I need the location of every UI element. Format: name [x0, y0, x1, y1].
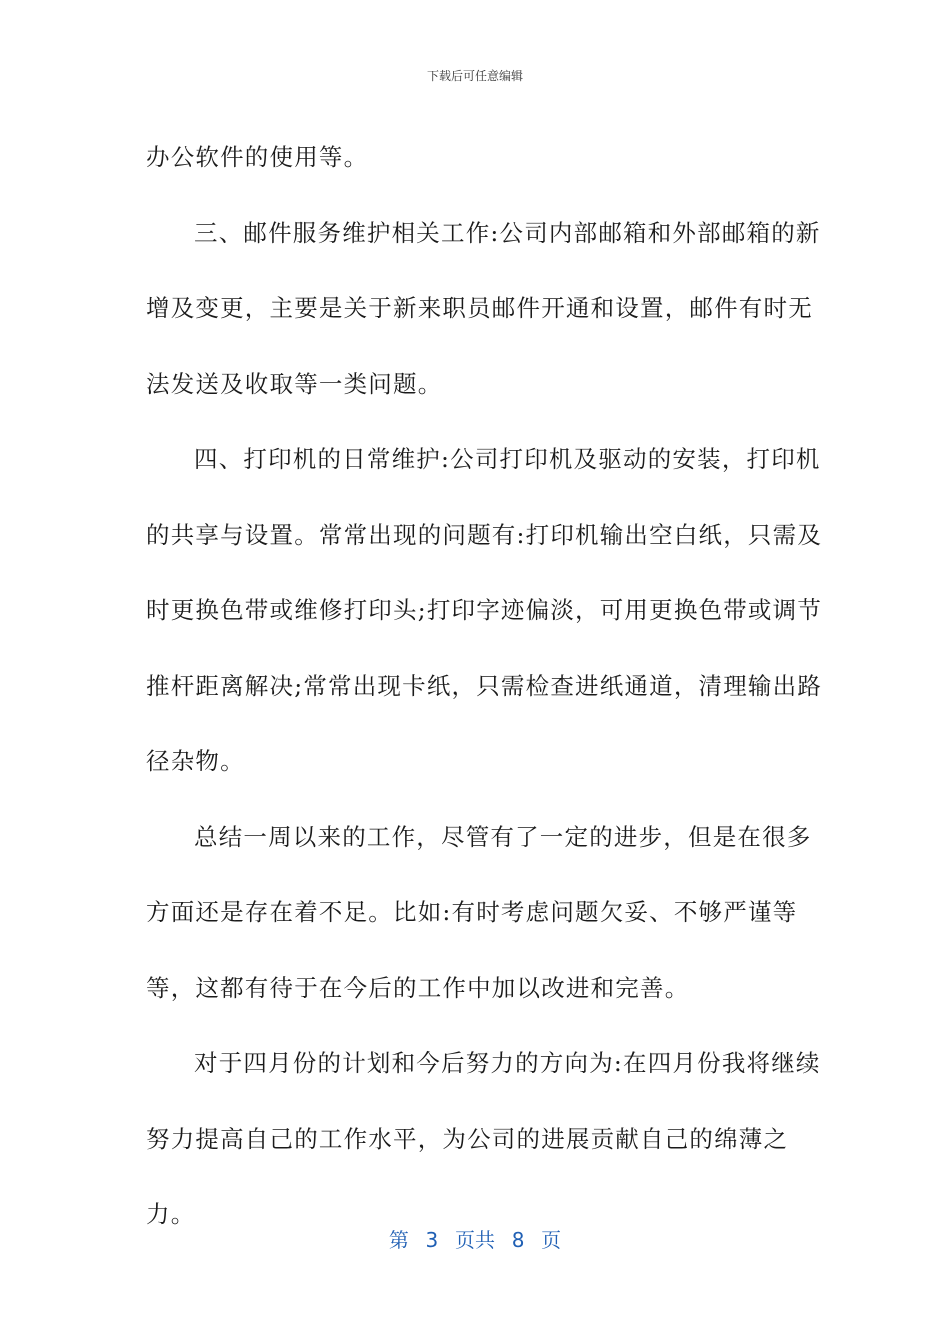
- document-body: [146, 120, 826, 1253]
- paragraph-email-service: 三、邮件服务维护相关工作:公司内部邮箱和外部邮箱的新增及变更，主要是关于新来职员邮件开通和设置，邮件有时无法发送及收取等一类问题。: [146, 218, 821, 398]
- paragraph-weekly-summary: 总结一周以来的工作，尽管有了一定的进步，但是在很多方面还是存在着不足。比如:有时考虑问题欠妥、不够严谨等等，这都有待于在今后的工作中加以改进和完善。: [146, 822, 812, 1002]
- page-number: 第 3 页共 8 页: [388, 1228, 562, 1252]
- paragraph-continuation: 办公软件的使用等。: [146, 143, 369, 171]
- download-note: 下载后可任意编辑: [426, 69, 523, 83]
- paragraph-printer-maintenance: 四、打印机的日常维护:公司打印机及驱动的安装，打印机的共享与设置。常常出现的问题有:打印机输出空白纸，只需及时更换色带或维修打印头;打印字迹偏淡，可用更换色带或调节推杆距离解决;常常出现卡纸，只需检查进纸通道，清理输出路径杂物。: [146, 445, 823, 775]
- paragraph-april-plan: 对于四月份的计划和今后努力的方向为:在四月份我将继续努力提高自己的工作水平，为公司的进展贡献自己的绵薄之力。: [146, 1049, 821, 1228]
